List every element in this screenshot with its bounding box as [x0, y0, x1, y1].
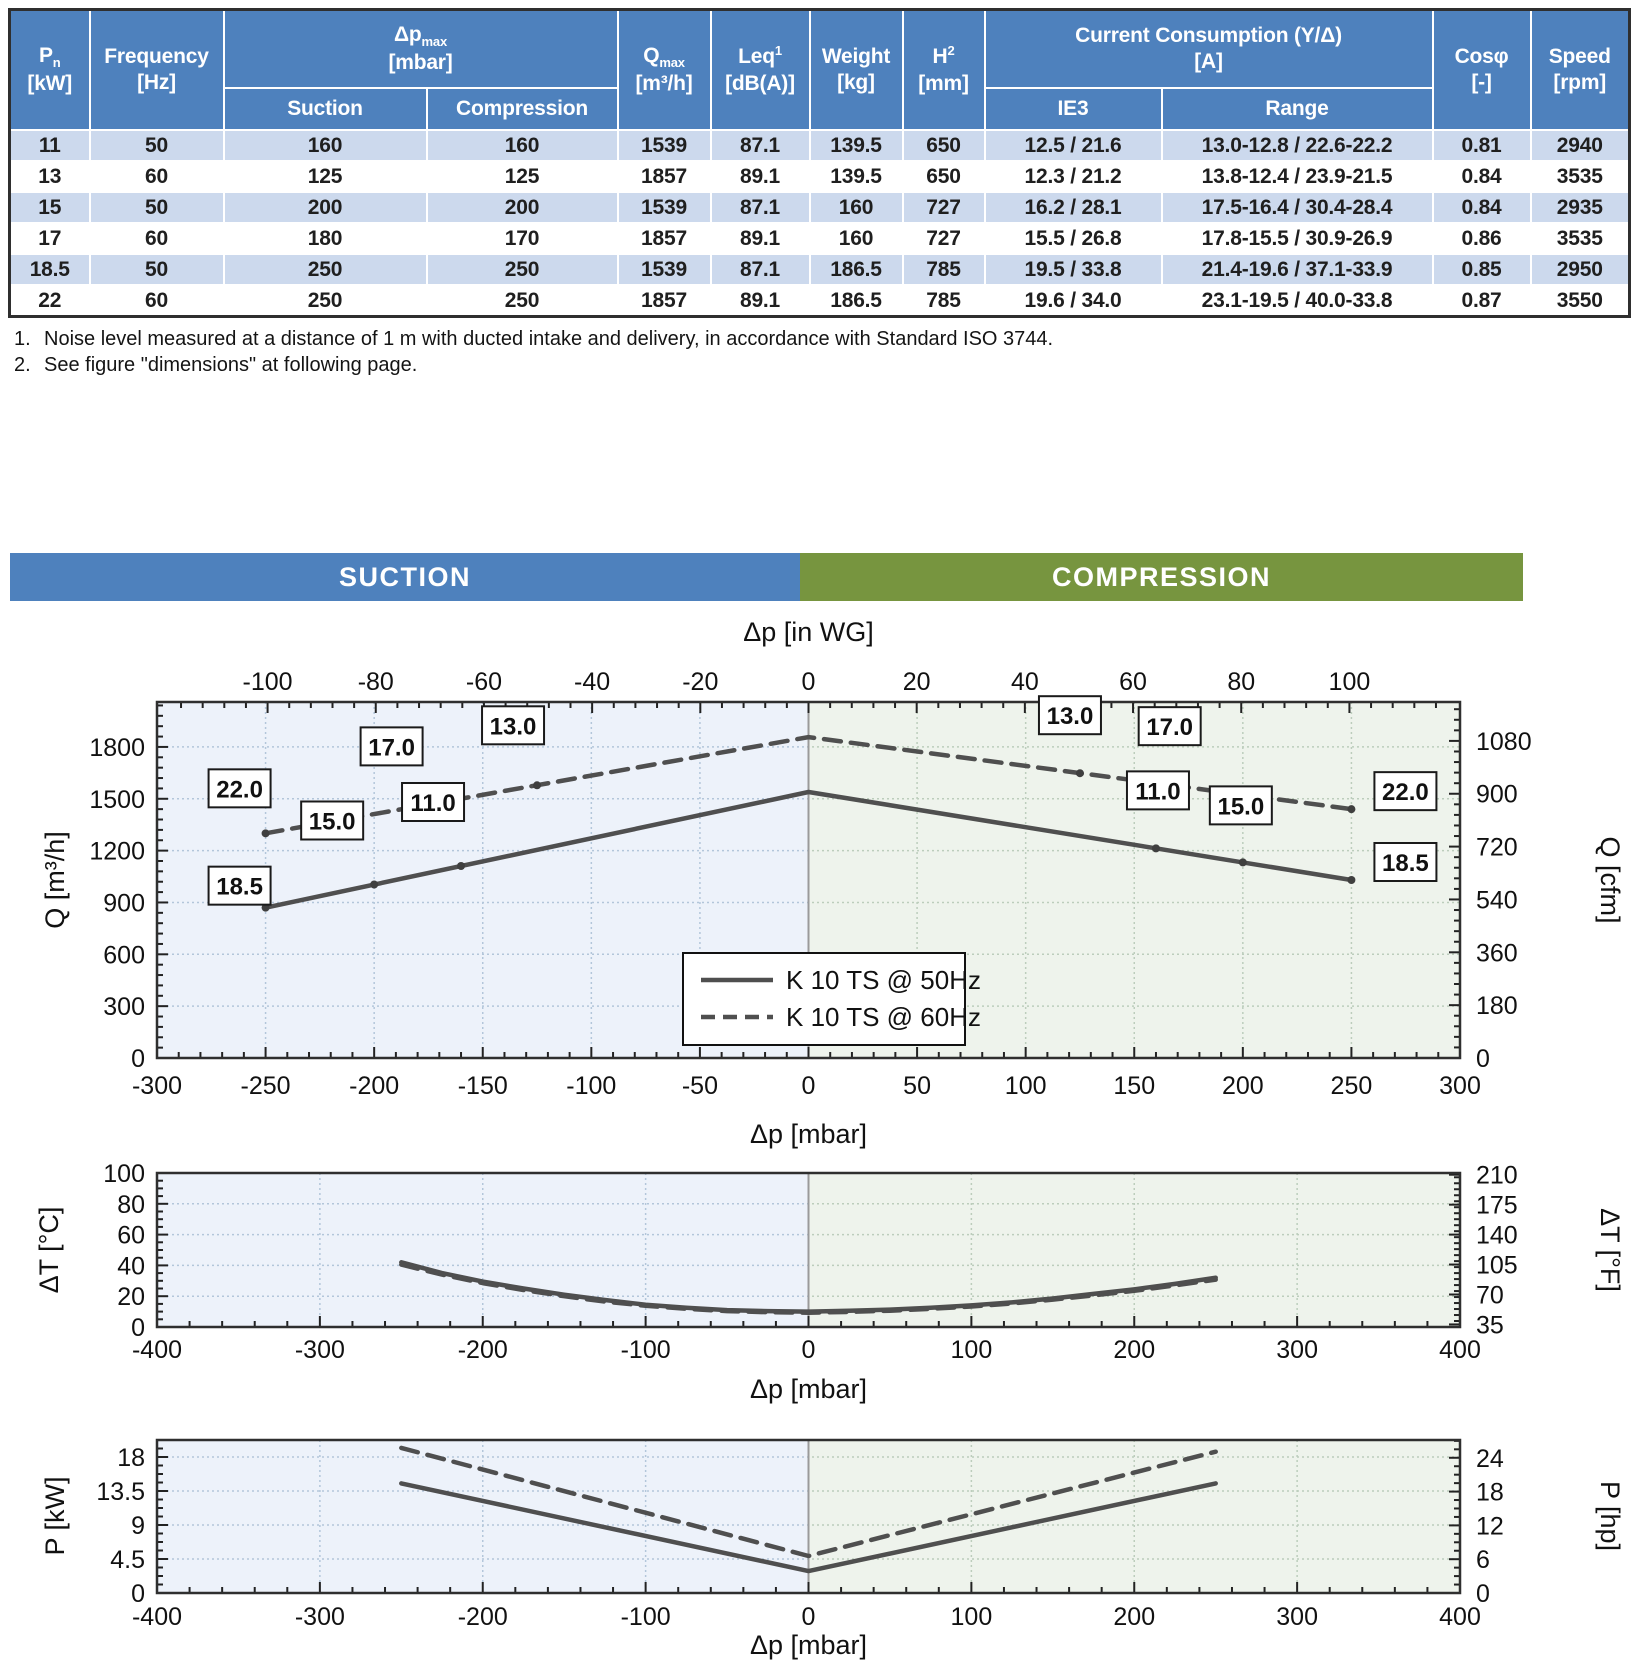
data-point [262, 829, 270, 837]
top-axis-tick-label: -80 [357, 668, 394, 696]
x-tick-label: -100 [566, 1072, 617, 1100]
table-row [10, 285, 1630, 317]
point-label: 17.0 [368, 734, 415, 762]
y-tick-label: 100 [103, 1160, 145, 1188]
table-cell: 12.3 / 21.2 [985, 161, 1162, 192]
table-cell: 250 [224, 285, 427, 317]
table-cell: 727 [903, 223, 985, 254]
right-tick-label: 0 [1476, 1580, 1490, 1608]
y-tick-label: 600 [103, 941, 145, 970]
left-axis-title: ΔT [°C] [34, 1206, 64, 1294]
table-cell: 22 [10, 285, 90, 317]
table-cell: 2950 [1531, 254, 1630, 285]
point-label: 22.0 [216, 776, 263, 804]
right-tick-label: 210 [1476, 1161, 1518, 1190]
point-label: 13.0 [1046, 703, 1094, 731]
point-label: 18.5 [1382, 850, 1429, 877]
table-cell: 60 [90, 285, 224, 317]
table-cell: 50 [90, 254, 224, 285]
table-cell: 15.5 / 26.8 [985, 223, 1162, 254]
x-tick-label: -150 [457, 1072, 508, 1100]
spec-table [8, 8, 1631, 318]
top-axis-tick-label: -40 [574, 668, 611, 696]
point-label: 15.0 [308, 808, 356, 836]
y-tick-label: 80 [117, 1190, 145, 1219]
table-cell: 1857 [618, 161, 711, 192]
y-tick-label: 40 [117, 1252, 145, 1281]
right-tick-label: 180 [1476, 992, 1518, 1021]
table-cell: 785 [903, 254, 985, 285]
footnote-text: See figure "dimensions" at following page. [44, 354, 418, 377]
right-tick-label: 70 [1476, 1281, 1504, 1310]
table-cell: 3535 [1531, 223, 1630, 254]
x-tick-label: -100 [620, 1336, 671, 1364]
y-tick-label: 900 [103, 889, 145, 918]
top-axis-tick-label: -60 [465, 668, 503, 696]
right-tick-label: 0 [1476, 1045, 1490, 1073]
top-axis-tick-label: -100 [242, 668, 293, 696]
table-cell: 87.1 [711, 192, 810, 223]
right-tick-label: 6 [1476, 1546, 1490, 1575]
suction-banner: SUCTION [10, 553, 800, 601]
y-tick-label: 9 [131, 1512, 145, 1540]
table-cell: 200 [427, 192, 618, 223]
x-tick-label: 100 [950, 1603, 993, 1631]
point-label: 11.0 [410, 790, 456, 818]
col-header-pn: $P_n$ [kW] [10, 10, 90, 131]
table-cell: 17.8-15.5 / 30.9-26.9 [1162, 223, 1433, 254]
right-tick-label: 12 [1476, 1512, 1504, 1541]
x-tick-label: -300 [294, 1336, 345, 1364]
table-cell: 16.2 / 28.1 [985, 192, 1162, 223]
x-tick-label: 400 [1439, 1336, 1481, 1364]
x-tick-label: -200 [457, 1336, 508, 1364]
point-label: 18.5 [216, 873, 263, 901]
top-axis-tick-label: -20 [682, 668, 719, 696]
right-tick-label: 720 [1476, 833, 1518, 862]
data-point [1347, 805, 1355, 813]
table-cell: 13.0-12.8 / 22.6-22.2 [1162, 130, 1433, 161]
x-tick-label: 100 [950, 1336, 993, 1364]
table-cell: 0.84 [1433, 192, 1531, 223]
col-header-weight: Weight [kg] [810, 10, 903, 131]
table-cell: 650 [903, 130, 985, 161]
table-cell: 2940 [1531, 130, 1630, 161]
y-tick-label: 1800 [89, 733, 145, 762]
data-point [370, 880, 378, 888]
section-banner [10, 553, 1523, 601]
y-tick-label: 20 [117, 1283, 145, 1312]
x-tick-label: -200 [457, 1603, 508, 1631]
table-cell: 17 [10, 223, 90, 254]
table-row [10, 130, 1630, 161]
table-cell: 87.1 [711, 130, 810, 161]
legend [683, 953, 981, 1045]
table-row [10, 161, 1630, 192]
table-cell: 0.84 [1433, 161, 1531, 192]
col-header-dpmax: $\Delta p_{max}$ [mbar] [224, 10, 618, 89]
right-tick-label: 360 [1476, 939, 1518, 968]
table-cell: 186.5 [810, 285, 903, 317]
table-cell: 17.5-16.4 / 30.4-28.4 [1162, 192, 1433, 223]
right-tick-label: 105 [1476, 1251, 1518, 1280]
y-tick-label: 13.5 [96, 1478, 145, 1506]
table-cell: 1539 [618, 254, 711, 285]
right-tick-label: 18 [1476, 1478, 1504, 1507]
data-point [1347, 876, 1355, 884]
table-cell: 3535 [1531, 161, 1630, 192]
x-tick-label: 200 [1221, 1072, 1264, 1100]
right-axis-title: Q [cfm] [1595, 836, 1625, 924]
table-cell: 1857 [618, 223, 711, 254]
table-cell: 19.6 / 34.0 [985, 285, 1162, 317]
table-cell: 180 [224, 223, 427, 254]
table-cell: 50 [90, 192, 224, 223]
data-point [1239, 858, 1247, 866]
data-point [457, 862, 465, 870]
table-cell: 1539 [618, 130, 711, 161]
spec-table-body [10, 130, 1630, 317]
table-cell: 0.87 [1433, 285, 1531, 317]
x-tick-label: 300 [1276, 1603, 1318, 1631]
x-tick-label: 200 [1113, 1603, 1156, 1631]
col-header-suction: Suction [224, 88, 427, 130]
x-tick-label: -200 [349, 1072, 400, 1100]
data-point [1152, 844, 1160, 852]
table-cell: 12.5 / 21.6 [985, 130, 1162, 161]
x-tick-label: 250 [1330, 1072, 1373, 1100]
x-tick-label: -100 [620, 1603, 671, 1631]
col-header-cosphi: Cosφ [-] [1433, 10, 1531, 131]
table-cell: 21.4-19.6 / 37.1-33.9 [1162, 254, 1433, 285]
table-cell: 0.86 [1433, 223, 1531, 254]
spec-table-wrap [8, 8, 1631, 318]
point-label: 13.0 [489, 713, 537, 741]
left-axis-title: P [kW] [40, 1476, 70, 1556]
data-point [533, 781, 541, 789]
table-cell: 125 [224, 161, 427, 192]
table-cell: 125 [427, 161, 618, 192]
table-cell: 785 [903, 285, 985, 317]
x-tick-label: -400 [131, 1336, 183, 1364]
legend-item: K 10 TS @ 50Hz [786, 965, 981, 995]
table-cell: 727 [903, 192, 985, 223]
x-tick-label: 400 [1439, 1603, 1481, 1631]
table-cell: 23.1-19.5 / 40.0-33.8 [1162, 285, 1433, 317]
table-cell: 11 [10, 130, 90, 161]
table-cell: 650 [903, 161, 985, 192]
table-cell: 0.85 [1433, 254, 1531, 285]
table-row [10, 223, 1630, 254]
x-tick-label: 0 [801, 1336, 816, 1364]
x-tick-label: 150 [1113, 1072, 1156, 1100]
table-cell: 186.5 [810, 254, 903, 285]
y-tick-label: 0 [131, 1580, 145, 1608]
col-header-ie3: IE3 [985, 88, 1162, 130]
footnote-1 [14, 326, 1053, 352]
table-cell: 250 [427, 285, 618, 317]
col-header-range: Range [1162, 88, 1433, 130]
y-tick-label: 60 [117, 1221, 145, 1250]
data-point [1076, 769, 1084, 777]
table-cell: 139.5 [810, 161, 903, 192]
legend-item: K 10 TS @ 60Hz [786, 1002, 981, 1032]
table-cell: 18.5 [10, 254, 90, 285]
right-axis-title: P [hp] [1595, 1480, 1625, 1552]
table-row [10, 192, 1630, 223]
y-tick-label: 1200 [89, 837, 145, 866]
table-cell: 3550 [1531, 285, 1630, 317]
top-axis-tick-label: 0 [801, 668, 816, 696]
table-cell: 170 [427, 223, 618, 254]
table-cell: 13.8-12.4 / 23.9-21.5 [1162, 161, 1433, 192]
x-tick-label: 200 [1113, 1336, 1156, 1364]
right-tick-label: 900 [1476, 780, 1518, 809]
x-tick-label: -300 [294, 1603, 345, 1631]
top-axis-tick-label: 100 [1328, 668, 1371, 696]
footnote-text: Noise level measured at a distance of 1 m with ducted intake and delivery, in accordance with Standard ISO 3744. [44, 328, 1054, 350]
right-tick-label: 540 [1476, 886, 1518, 915]
x-tick-label: 100 [1004, 1072, 1047, 1100]
table-cell: 2935 [1531, 192, 1630, 223]
chart-temperature [34, 1160, 1625, 1404]
col-header-h: $H^2$ [mm] [903, 10, 985, 131]
x-axis-title: Δp [mbar] [749, 1374, 868, 1404]
top-axis-tick-label: 20 [902, 668, 931, 696]
table-cell: 89.1 [711, 161, 810, 192]
point-label: 15.0 [1217, 793, 1265, 821]
footnote-2 [14, 352, 1053, 378]
y-tick-label: 0 [131, 1045, 145, 1073]
x-tick-label: 50 [903, 1072, 931, 1100]
x-axis-title: Δp [mbar] [749, 1119, 868, 1149]
x-tick-label: -250 [240, 1072, 291, 1100]
footnotes [14, 326, 1053, 379]
table-cell: 160 [810, 223, 903, 254]
col-header-speed: Speed [rpm] [1531, 10, 1630, 131]
col-header-current: Current Consumption (Y/Δ) [A] [985, 10, 1433, 89]
table-cell: 19.5 / 33.8 [985, 254, 1162, 285]
table-cell: 15 [10, 192, 90, 223]
right-tick-label: 1080 [1476, 727, 1532, 756]
col-header-frequency: Frequency [Hz] [90, 10, 224, 131]
table-cell: 250 [224, 254, 427, 285]
x-tick-label: 300 [1439, 1072, 1481, 1100]
table-cell: 13 [10, 161, 90, 192]
col-header-leq: Leq$^1$ [dB(A)] [711, 10, 810, 131]
table-row [10, 254, 1630, 285]
chart-flow [40, 617, 1625, 1149]
table-cell: 0.81 [1433, 130, 1531, 161]
point-label: 17.0 [1146, 714, 1194, 742]
table-cell: 50 [90, 130, 224, 161]
table-cell: 250 [427, 254, 618, 285]
point-label: 22.0 [1382, 779, 1429, 807]
right-tick-label: 140 [1476, 1221, 1518, 1250]
right-tick-label: 24 [1476, 1444, 1504, 1473]
table-cell: 200 [224, 192, 427, 223]
table-cell: 87.1 [711, 254, 810, 285]
top-axis-tick-label: 40 [1010, 668, 1039, 696]
y-tick-label: 1500 [89, 785, 145, 814]
right-axis-title: ΔT [°F] [1595, 1208, 1625, 1292]
top-axis-title: Δp [in WG] [743, 617, 874, 647]
right-tick-label: 175 [1476, 1191, 1518, 1220]
top-axis-tick-label: 60 [1119, 668, 1147, 696]
footnote-number: 1. [14, 328, 31, 350]
x-tick-label: 0 [801, 1072, 816, 1100]
footnote-number: 2. [14, 354, 31, 377]
top-axis-tick-label: 80 [1227, 668, 1256, 696]
y-tick-label: 300 [103, 993, 145, 1022]
col-header-compression: Compression [427, 88, 618, 130]
chart-power [40, 1440, 1625, 1660]
x-tick-label: -400 [131, 1603, 183, 1631]
table-cell: 139.5 [810, 130, 903, 161]
compression-banner: COMPRESSION [800, 553, 1523, 601]
x-tick-label: 300 [1276, 1336, 1318, 1364]
table-cell: 60 [90, 161, 224, 192]
table-cell: 160 [427, 130, 618, 161]
table-cell: 160 [810, 192, 903, 223]
y-tick-label: 4.5 [110, 1546, 145, 1574]
performance-charts [0, 600, 1632, 1662]
point-label: 11.0 [1135, 778, 1181, 806]
table-cell: 1857 [618, 285, 711, 317]
table-cell: 89.1 [711, 223, 810, 254]
col-header-qmax: $Q_{max}$ [m³/h] [618, 10, 711, 131]
x-axis-title: Δp [mbar] [749, 1630, 868, 1660]
table-cell: 1539 [618, 192, 711, 223]
x-tick-label: -50 [681, 1072, 718, 1100]
table-cell: 160 [224, 130, 427, 161]
y-tick-label: 0 [131, 1314, 145, 1342]
left-axis-title: Q [m³/h] [40, 831, 70, 929]
table-cell: 60 [90, 223, 224, 254]
x-tick-label: 0 [801, 1603, 816, 1631]
right-tick-label: 35 [1476, 1311, 1504, 1340]
x-tick-label: -300 [131, 1072, 183, 1100]
y-tick-label: 18 [117, 1444, 145, 1472]
table-cell: 89.1 [711, 285, 810, 317]
